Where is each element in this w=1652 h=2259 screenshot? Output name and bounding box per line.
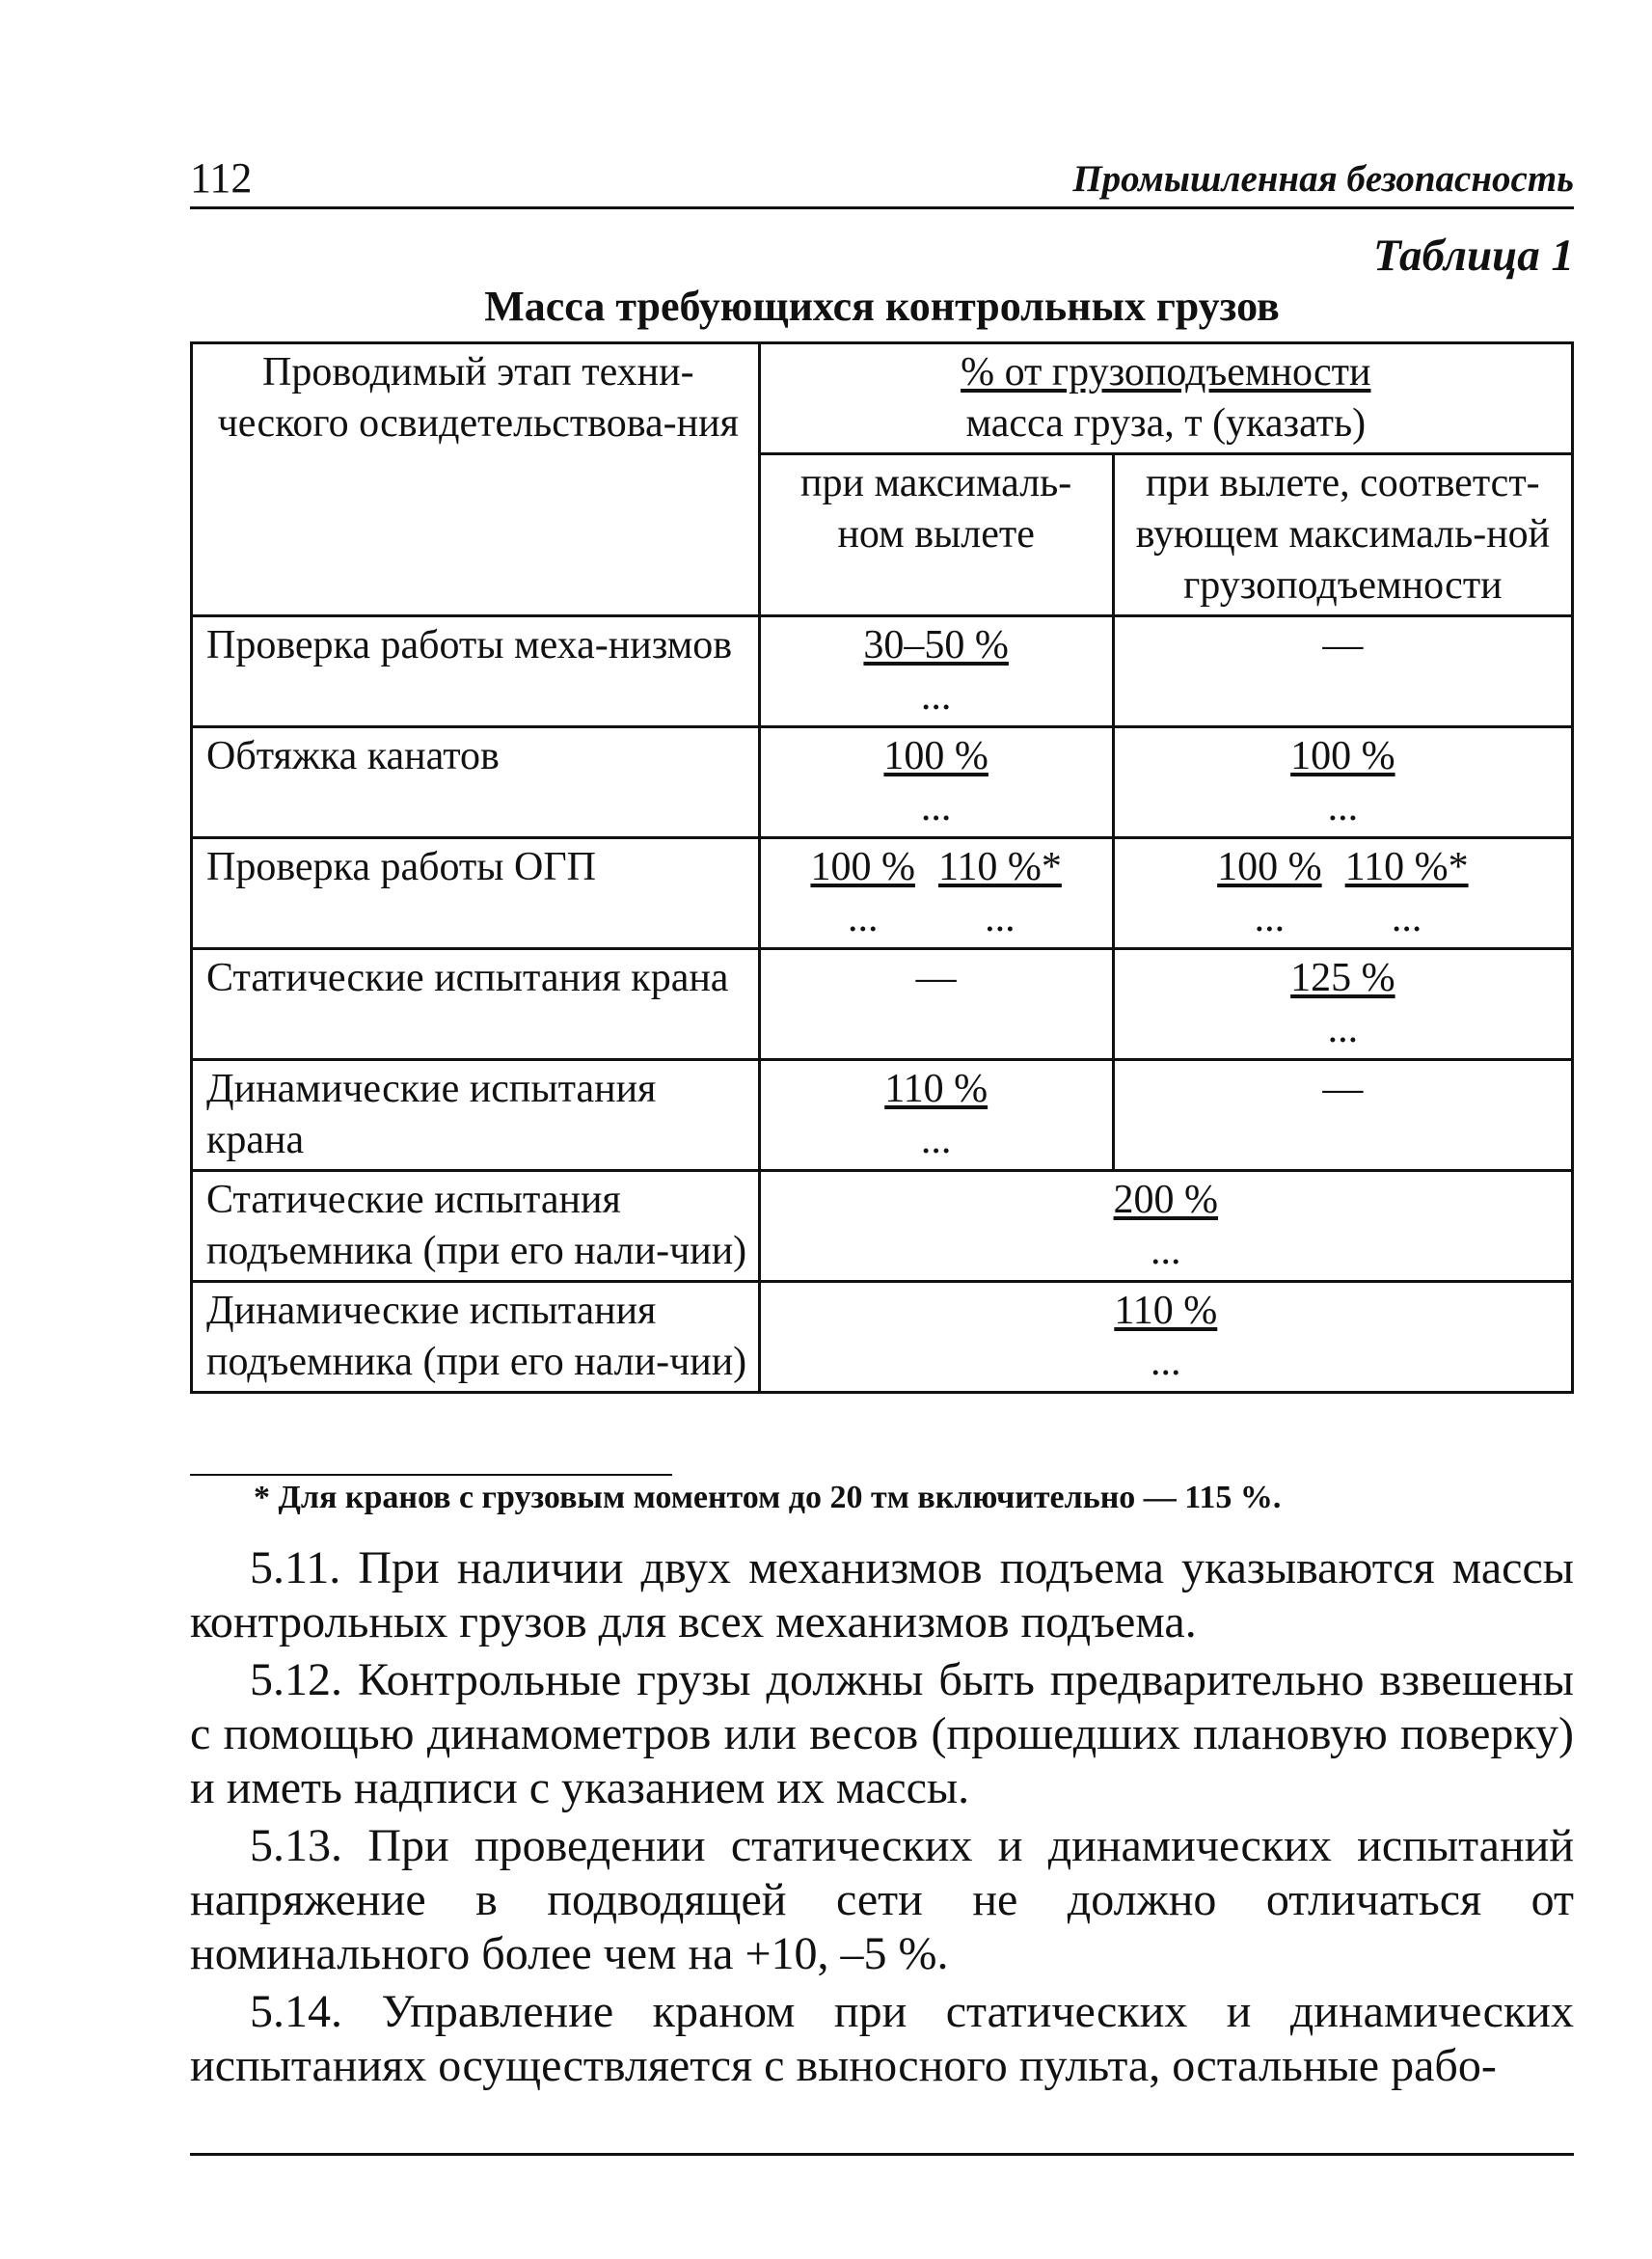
placeholder-dots: ... — [920, 1118, 952, 1162]
running-title: Промышленная безопасность — [1072, 158, 1574, 200]
placeholder-dots: ... — [985, 896, 1016, 940]
footnote-rule — [190, 1474, 672, 1476]
value-cell — [1113, 616, 1572, 727]
stage-cell: Статические испытания подъемника (при его нали-чии) — [192, 1171, 760, 1282]
table-row — [192, 949, 1573, 1060]
value-cell — [1113, 727, 1572, 838]
table-row — [192, 1060, 1573, 1171]
stage-cell: Проверка работы ОГП — [192, 838, 760, 949]
value: 110 %* — [1344, 845, 1469, 889]
value-pair — [810, 842, 915, 944]
table-row — [192, 616, 1573, 727]
value: — — [1322, 623, 1364, 667]
placeholder-dots: ... — [1151, 1340, 1181, 1384]
value: — — [915, 956, 957, 1000]
paragraph: 5.13. При проведении статических и динамических испытаний напряжение в подводящей сети не должно отличаться от номинального более чем на +10, –5 %. — [190, 1820, 1574, 1979]
paragraph: 5.11. При наличии двух механизмов подъема указываются массы контрольных грузов для всех механизмов подъема. — [190, 1542, 1574, 1647]
value-cell — [759, 838, 1113, 949]
paragraph: 5.12. Контрольные грузы должны быть предварительно взвешены с помощью динамометров или весов (прошедших плановую поверку) и иметь надписи с указанием их массы. — [190, 1654, 1574, 1813]
table-label: Таблица 1 — [1373, 231, 1574, 281]
value-cell — [759, 616, 1113, 727]
value: 110 % — [1114, 1289, 1218, 1333]
value-cell — [1113, 838, 1572, 949]
table-header-row — [192, 343, 1573, 454]
header-max-capacity-reach: при вылете, соответст-вующем максималь-ной грузоподъемности — [1113, 454, 1572, 616]
value: 200 % — [1113, 1178, 1219, 1222]
table-row — [192, 727, 1573, 838]
header-max-reach: при максималь-ном вылете — [759, 454, 1113, 616]
header-percent-line: % от грузоподъемности — [961, 350, 1371, 395]
stage-cell: Проверка работы меха-низмов — [192, 616, 760, 727]
placeholder-dots: ... — [847, 896, 879, 940]
value: 30–50 % — [863, 623, 1009, 667]
placeholder-dots: ... — [1327, 785, 1359, 830]
value-pair — [1345, 842, 1469, 944]
paragraph: 5.14. Управление краном при статических и динамических испытаниях осуществляется с выносного пульта, остальные рабо- — [190, 1986, 1574, 2091]
value: 110 %* — [937, 845, 1062, 889]
value: 110 % — [884, 1067, 988, 1111]
value-cell — [759, 727, 1113, 838]
value-cell — [759, 1060, 1113, 1171]
value-cell — [759, 1282, 1572, 1393]
stage-cell: Статические испытания крана — [192, 949, 760, 1060]
value-pair — [938, 842, 1062, 944]
placeholder-dots: ... — [1391, 896, 1422, 940]
value-cell — [759, 1171, 1572, 1282]
value-cell — [1113, 949, 1572, 1060]
placeholder-dots: ... — [920, 785, 952, 830]
value: 125 % — [1290, 956, 1395, 1000]
value-cell — [1113, 1060, 1572, 1171]
running-head — [190, 152, 1574, 209]
table-title: Масса требующихся контрольных грузов — [484, 283, 1280, 330]
value: 100 % — [810, 845, 915, 889]
value-pair — [1217, 842, 1322, 944]
bottom-rule — [190, 2153, 1574, 2156]
value: 100 % — [883, 734, 988, 778]
stage-cell: Обтяжка канатов — [192, 727, 760, 838]
value: 100 % — [1290, 734, 1395, 778]
value-cell — [759, 949, 1113, 1060]
value: 100 % — [1217, 845, 1322, 889]
header-stage-cell: Проводимый этап техни-ческого освидетельствова-ния — [192, 343, 760, 616]
header-mass-line: масса груза, т (указать) — [965, 401, 1367, 446]
stage-cell: Динамические испытания крана — [192, 1060, 760, 1171]
placeholder-dots: ... — [920, 674, 952, 719]
table-row — [192, 1282, 1573, 1393]
header-load-cell — [759, 343, 1572, 454]
placeholder-dots: ... — [1151, 1229, 1181, 1273]
control-loads-table — [190, 341, 1574, 1394]
placeholder-dots: ... — [1327, 1007, 1359, 1051]
page-number: 112 — [190, 154, 253, 202]
body-text — [190, 1541, 1574, 2097]
value: — — [1322, 1067, 1364, 1111]
table-row — [192, 1171, 1573, 1282]
placeholder-dots: ... — [1254, 896, 1286, 940]
table-footnote: * Для кранов с грузовым моментом до 20 тм включительно — 115 %. — [254, 1480, 1282, 1515]
stage-cell: Динамические испытания подъемника (при его нали-чии) — [192, 1282, 760, 1393]
table-row — [192, 838, 1573, 949]
